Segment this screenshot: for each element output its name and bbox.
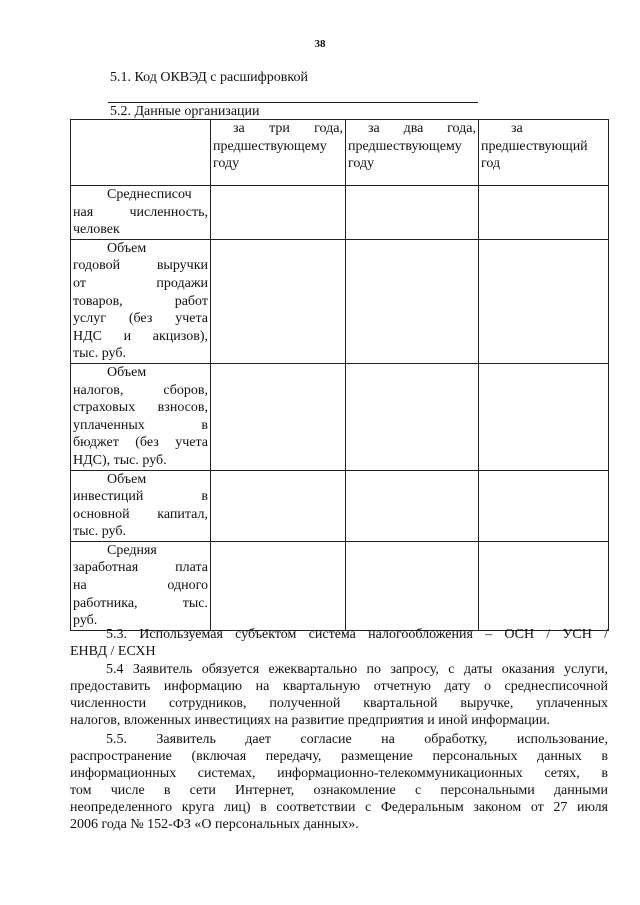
row-label-text: налогов, сборов, <box>73 382 208 398</box>
paragraph-line: неопределенного круга лиц) в соответствии с Федеральным законом от 27 июля <box>70 800 608 815</box>
table-row <box>71 541 609 630</box>
row-label-text: Объем <box>107 364 147 380</box>
section-5-1-heading: 5.1. Код ОКВЭД с расшифровкой <box>110 70 308 85</box>
row-label-text: от продажи <box>73 275 208 291</box>
row-label-text: основной капитал, <box>73 506 208 522</box>
header-text: за два года, <box>368 121 476 136</box>
table-row <box>71 470 609 541</box>
paragraph-line: 5.4 Заявитель обязуется ежеквартально по запросу, с даты оказания услуги, <box>106 662 608 677</box>
table-cell[interactable] <box>479 541 609 630</box>
paragraph-line: ЕНВД / ЕСХН <box>70 644 156 659</box>
header-text: году <box>348 156 375 172</box>
row-label-average-salary <box>71 541 211 630</box>
table-cell[interactable] <box>479 470 609 541</box>
table-cell[interactable] <box>346 186 479 240</box>
row-label-investments <box>71 470 211 541</box>
organization-data-table <box>70 119 609 631</box>
section-5-2-heading: 5.2. Данные организации <box>110 104 260 119</box>
table-cell[interactable] <box>211 239 346 363</box>
row-label-text: Среднесписоч <box>107 187 192 202</box>
paragraph-line: информационных системах, информационно-телекоммуникационных сетях, в <box>70 766 608 781</box>
table-cell[interactable] <box>346 363 479 470</box>
row-label-text: тыс. руб. <box>73 524 126 540</box>
header-text: за <box>511 121 523 136</box>
row-label-text: на одного <box>73 578 208 594</box>
row-label-text: заработная плата <box>73 560 208 576</box>
row-label-text: Средняя <box>107 542 157 558</box>
table-cell[interactable] <box>479 186 609 240</box>
row-label-text: услуг (без учета <box>73 311 208 327</box>
table-cell[interactable] <box>346 239 479 363</box>
header-previous-year <box>479 120 609 186</box>
paragraph-line: том числе в сети Интернет, ознакомление с персональными данными <box>70 783 608 798</box>
row-label-text: НДС и акцизов), <box>73 328 208 344</box>
paragraph-line: 2006 года № 152-ФЗ «О персональных данных». <box>70 817 359 832</box>
table-row <box>71 186 609 240</box>
paragraph-line: налогов, вложенных инвестициях на развитие предприятия и иной информации. <box>70 713 551 728</box>
row-label-text: годовой выручки <box>73 258 208 274</box>
paragraph-line: распространение (включая передачу, размещение персональных данных в <box>70 749 608 764</box>
row-label-text: бюджет (без учета <box>73 435 208 451</box>
row-label-headcount <box>71 186 211 240</box>
paragraph-line: 5.3. Используемая субъектом система налогообложения – ОСН / УСН / <box>106 627 608 642</box>
header-two-years <box>346 120 479 186</box>
table-cell[interactable] <box>211 470 346 541</box>
row-label-text: человек <box>73 222 120 238</box>
row-label-text: руб. <box>73 613 98 629</box>
section-5-4-paragraph <box>70 661 608 729</box>
table-cell[interactable] <box>479 239 609 363</box>
row-label-text: работника, тыс. <box>73 595 208 611</box>
row-label-text: Объем <box>107 471 147 487</box>
header-three-years <box>211 120 346 186</box>
header-text: предшествующему <box>348 138 462 154</box>
paragraph-line: численности сотрудников, полученной квартальной выручке, уплаченных <box>70 696 608 711</box>
section-5-5-paragraph <box>70 731 608 833</box>
table-cell[interactable] <box>346 541 479 630</box>
row-label-text: тыс. руб. <box>73 346 126 362</box>
row-label-text: уплаченных в <box>73 417 208 433</box>
row-label-text: Объем <box>107 240 147 256</box>
row-label-revenue <box>71 239 211 363</box>
header-text: предшествующий <box>481 138 588 154</box>
row-label-text: страховых взносов, <box>73 400 208 416</box>
row-label-text: товаров, работ <box>73 293 208 309</box>
row-label-text: инвестиций в <box>73 489 208 505</box>
row-label-text: ная численность, <box>73 204 208 220</box>
header-text: году <box>213 156 240 172</box>
table-cell[interactable] <box>211 363 346 470</box>
table-cell[interactable] <box>211 186 346 240</box>
page-number: 38 <box>314 38 326 50</box>
paragraph-line: предоставить информацию на квартальную отчетную дату о среднесписочной <box>70 679 608 694</box>
table-row <box>71 239 609 363</box>
table-corner-cell <box>71 120 211 186</box>
table-header-row <box>71 120 609 186</box>
section-5-3-paragraph <box>70 626 608 660</box>
row-label-taxes <box>71 363 211 470</box>
row-label-text: НДС), тыс. руб. <box>73 452 167 468</box>
table-cell[interactable] <box>346 470 479 541</box>
header-text: предшествующему <box>213 138 327 154</box>
table-cell[interactable] <box>479 363 609 470</box>
header-text: за три года, <box>233 121 343 136</box>
table-cell[interactable] <box>211 541 346 630</box>
table-row <box>71 363 609 470</box>
paragraph-line: 5.5. Заявитель дает согласие на обработку, использование, <box>106 732 608 747</box>
header-text: год <box>481 156 501 172</box>
